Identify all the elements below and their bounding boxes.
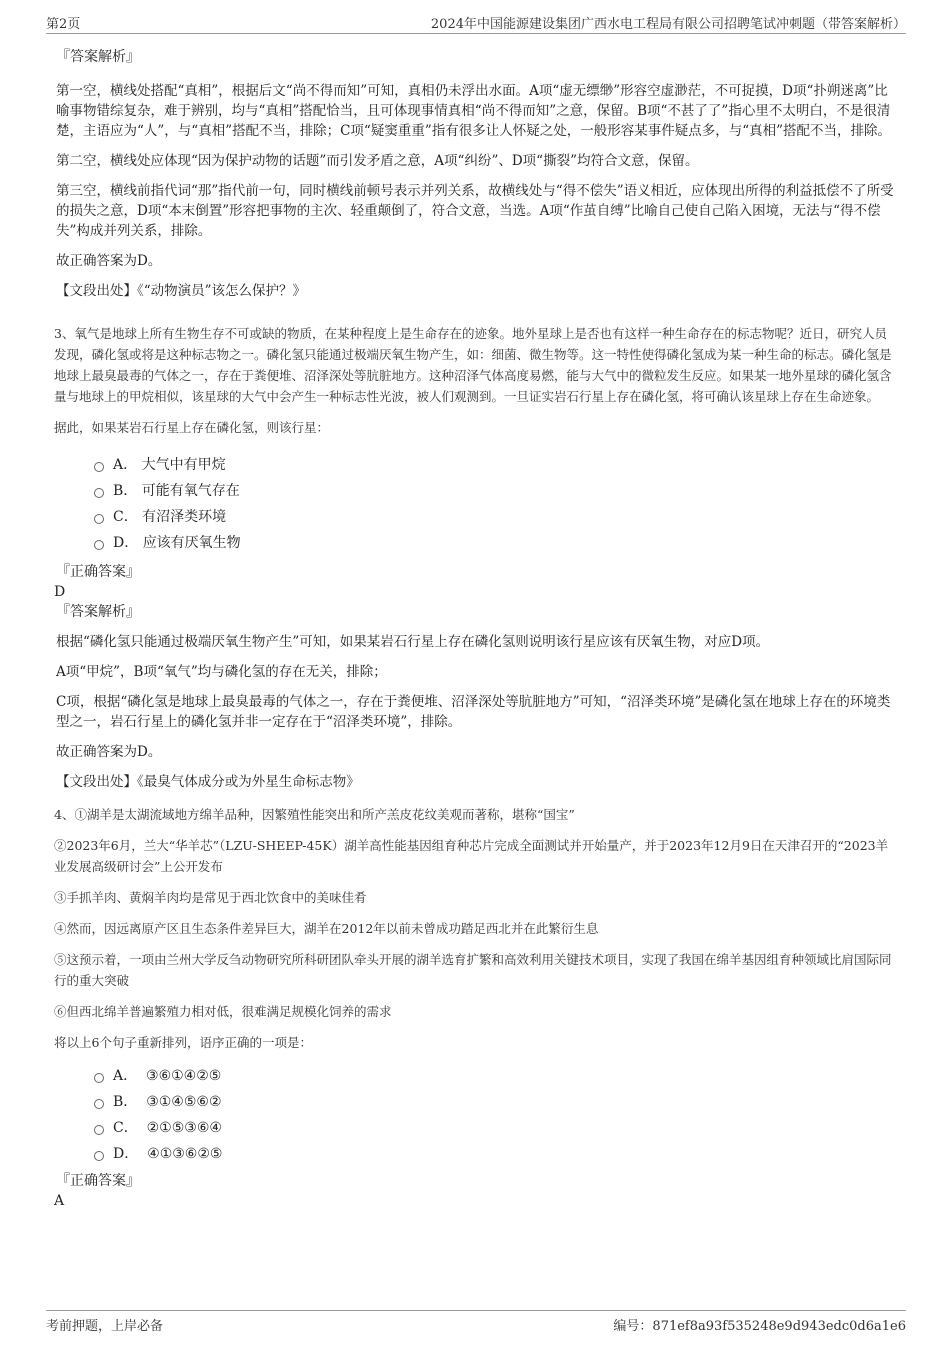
- document-id: 编号：871ef8a93f535248e9d943edc0d6a1e6: [613, 1319, 906, 1334]
- sentence-4: ④然而，因远离原产区且生态条件差异巨大，湖羊在2012年以前未曾成功踏足西北并在此繁衍生息: [54, 921, 599, 936]
- page-content: [56, 47, 896, 1211]
- options-list: [56, 452, 896, 556]
- sentence-5: ⑤这预示着，一项由兰州大学反刍动物研究所科研团队牵头开展的湖羊选育扩繁和高效利用关键技术项目，实现了我国在绵羊基因组育种领域比肩国际同行的重大突破: [54, 952, 892, 988]
- option-c[interactable]: C． ②①⑤③⑥④: [94, 1115, 896, 1141]
- footer-slogan: 考前押题，上岸必备: [46, 1319, 164, 1334]
- sentence-3: ③手抓羊肉、黄焖羊肉均是常见于西北饮食中的美味佳肴: [54, 890, 367, 905]
- answer-label: 『正确答案』: [56, 564, 140, 580]
- option-d[interactable]: D． ④①③⑥②⑤: [94, 1141, 896, 1167]
- option-c[interactable]: C． 有沼泽类环境: [94, 504, 896, 530]
- document-title: 2024年中国能源建设集团广西水电工程局有限公司招聘笔试冲刺题（带答案解析）: [430, 17, 906, 32]
- analysis-paragraph: 第二空，横线处应体现“因为保护动物的话题”而引发矛盾之意，A项“纠纷”、D项“撕裂”均符合文意，保留。: [56, 153, 699, 169]
- sentence-2: ②2023年6月，兰大“华羊芯”（LZU-SHEEP-45K）湖羊高性能基因组育种芯片完成全面测试并开始量产，并于2023年12月9日在天津召开的“2023羊业发展高级研讨会”上公开发布: [54, 838, 889, 874]
- analysis-label: 『答案解析』: [56, 604, 140, 620]
- radio-icon[interactable]: [94, 540, 104, 550]
- answer-value: A: [54, 1193, 65, 1209]
- conclusion: 故正确答案为D。: [56, 253, 162, 269]
- option-a[interactable]: A． ③⑥①④②⑤: [94, 1063, 896, 1089]
- analysis-paragraph: 第三空，横线前指代词“那”指代前一句，同时横线前顿号表示并列关系，故横线处与“得不偿失”语义相近，应体现出所得的利益抵偿不了所受的损失之意，D项“本末倒置”形容把事物的主次、轻重颠倒了，符合文意，当选。A项“作茧自缚”比喻自己使自己陷入困境，无法与“得不偿失”构成并列关系，排除。: [56, 183, 894, 239]
- sentence-6: ⑥但西北绵羊普遍繁殖力相对低，很难满足规模化饲养的需求: [54, 1004, 392, 1019]
- option-b[interactable]: B． 可能有氧气存在: [94, 478, 896, 504]
- radio-icon[interactable]: [94, 462, 104, 472]
- radio-icon[interactable]: [94, 514, 104, 524]
- question-prompt: 将以上6个句子重新排列，语序正确的一项是：: [54, 1035, 312, 1050]
- page-footer: [46, 1310, 906, 1335]
- page-number: 第2页: [46, 17, 81, 32]
- option-b[interactable]: B． ③①④⑤⑥②: [94, 1089, 896, 1115]
- question-prompt: 据此，如果某岩石行星上存在磷化氢，则该行星：: [54, 420, 330, 435]
- radio-icon[interactable]: [94, 1151, 104, 1161]
- option-d[interactable]: D． 应该有厌氧生物: [94, 530, 896, 556]
- option-a[interactable]: A． 大气中有甲烷: [94, 452, 896, 478]
- sentence-1: 4、①湖羊是太湖流域地方绵羊品种，因繁殖性能突出和所产羔皮花纹美观而著称，堪称“国宝”: [54, 807, 575, 822]
- analysis-paragraph: 第一空，横线处搭配“真相”，根据后文“尚不得而知”可知，真相仍未浮出水面。A项“虚无缥缈”形容空虚渺茫，不可捉摸，D项“扑朔迷离”比喻事物错综复杂，难于辨别，均与“真相”搭配恰当，且可体现事情真相“尚不得而知”之意，保留。B项“不甚了了”指心里不太明白，不是很清楚，主语应为“人”，与“真相”搭配不当，排除；C项“疑窦重重”指有很多让人怀疑之处，一般形容某事件疑点多，与“真相”搭配不当，排除。: [56, 83, 892, 139]
- options-list: [56, 1063, 896, 1167]
- source-citation: 【文段出处】《最臭气体成分或为外星生命标志物》: [56, 774, 360, 790]
- analysis-paragraph: C项，根据“磷化氢是地球上最臭最毒的气体之一，存在于粪便堆、沼泽深处等肮脏地方”可知，“沼泽类环境”是磷化氢在地球上存在的环境类型之一，岩石行星上的磷化氢并非一定存在于“沼泽类环境”，排除。: [56, 694, 891, 730]
- page-header: [46, 13, 906, 34]
- source-citation: 【文段出处】《“动物演员”该怎么保护？》: [56, 283, 307, 299]
- radio-icon[interactable]: [94, 1073, 104, 1083]
- radio-icon[interactable]: [94, 1099, 104, 1109]
- answer-label: 『正确答案』: [56, 1173, 140, 1189]
- analysis-label: 『答案解析』: [56, 49, 140, 65]
- radio-icon[interactable]: [94, 1125, 104, 1135]
- answer-value: D: [54, 584, 66, 600]
- analysis-paragraph: A项“甲烷”，B项“氧气”均与磷化氢的存在无关，排除；: [56, 664, 387, 680]
- radio-icon[interactable]: [94, 488, 104, 498]
- question-stem: 3、氧气是地球上所有生物生存不可或缺的物质，在某种程度上是生命存在的迹象。地外星球上是否也有这样一种生命存在的标志物呢？近日，研究人员发现，磷化氢或将是这种标志物之一。磷化氢只能通过极端厌氧生物产生，如：细菌、微生物等。这一特性使得磷化氢成为某一种生命的标志。磷化氢是地球上最臭最毒的气体之一，存在于粪便堆、沼泽深处等肮脏地方。这种沼泽气体高度易燃，能与大气中的微粒发生反应。如果某一地外星球的磷化氢含量与地球上的甲烷相似，该星球的大气中会产生一种标志性光波，被人们观测到。一旦证实岩石行星上存在磷化氢，将可确认该星球上存在生命迹象。: [54, 326, 892, 404]
- analysis-paragraph: 根据“磷化氢只能通过极端厌氧生物产生”可知，如果某岩石行星上存在磷化氢则说明该行星应该有厌氧生物，对应D项。: [56, 634, 770, 650]
- conclusion: 故正确答案为D。: [56, 744, 162, 760]
